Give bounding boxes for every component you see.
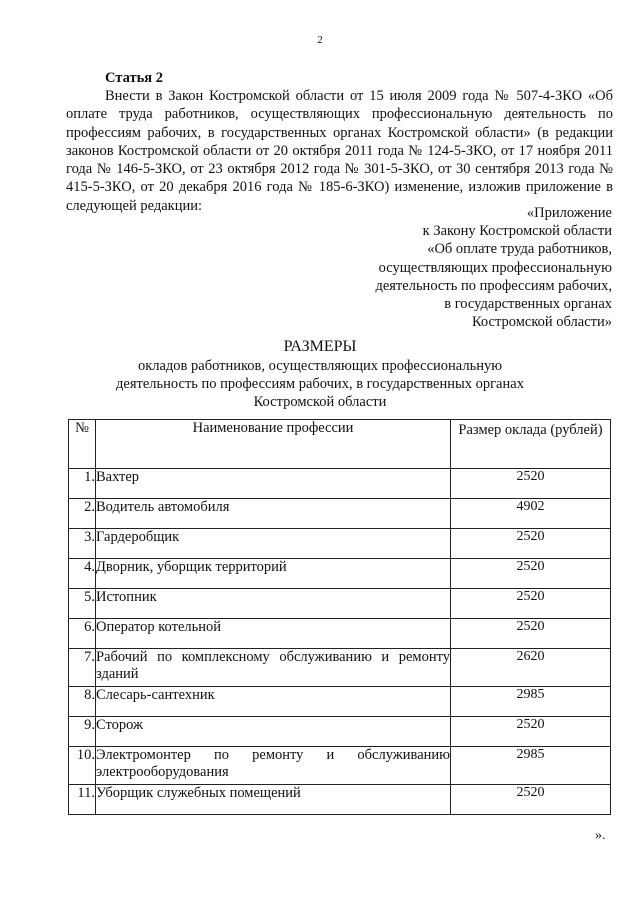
appendix-line: в государственных органах [444,296,612,313]
row-salary: 2520 [451,619,611,649]
row-profession: Слесарь-сантехник [96,687,451,717]
row-salary: 2985 [451,747,611,785]
table-heading: РАЗМЕРЫ [283,338,357,355]
row-number: 11. [69,785,96,815]
row-salary: 2985 [451,687,611,717]
header-profession: Наименование профессии [96,420,451,469]
table-row [69,747,611,785]
table-row [69,499,611,529]
row-number: 7. [69,649,96,687]
header-number: № [69,420,96,469]
row-number: 5. [69,589,96,619]
table-row [69,589,611,619]
salary-table [68,419,611,815]
table-header-row [69,420,611,469]
row-profession: Электромонтер по ремонту и обслуживанию электрооборудования [96,747,451,785]
row-salary: 2520 [451,785,611,815]
appendix-line: к Закону Костромской области [422,223,612,240]
article-body-paragraph: Внести в Закон Костромской области от 15 июля 2009 года № 507-4-ЗКО «Об оплате труда работников, осуществляющих профессиональную деятельность по профессиям рабочих, в государственных органах Костромской области» (в редакции законов Костромской области от 20 октября 2011 года № 124-5-ЗКО, от 17 ноября 2011 года № 146-5-ЗКО, от 23 октября 2012 года № 301-5-ЗКО, от 30 сентября 2013 года № 415-5-ЗКО, от 20 декабря 2016 года № 185-6-ЗКО) изменение, изложив приложение в следующей редакции: [66,88,613,214]
row-profession: Рабочий по комплексному обслуживанию и ремонту зданий [96,649,451,687]
row-number: 6. [69,619,96,649]
row-number: 4. [69,559,96,589]
row-profession: Гардеробщик [96,529,451,559]
table-row [69,649,611,687]
appendix-line: «Об оплате труда работников, [427,241,612,258]
row-number: 3. [69,529,96,559]
row-number: 8. [69,687,96,717]
row-salary: 4902 [451,499,611,529]
table-row [69,619,611,649]
appendix-header [375,204,612,331]
row-profession: Дворник, уборщик территорий [96,559,451,589]
appendix-line: деятельность по профессиям рабочих, [375,277,612,294]
row-profession: Истопник [96,589,451,619]
row-number: 9. [69,717,96,747]
row-profession: Оператор котельной [96,619,451,649]
table-title-block [0,338,640,411]
table-row [69,687,611,717]
page-number: 2 [317,34,323,46]
row-salary: 2520 [451,529,611,559]
row-salary: 2520 [451,469,611,499]
appendix-line: Костромской области» [471,314,612,331]
table-subtitle: окладов работников, осуществляющих профессиональную деятельность по профессиям рабочих, в государственных органах Костромской области [116,358,524,410]
article-title: Статья 2 [105,70,163,86]
table-row [69,559,611,589]
appendix-line: осуществляющих профессиональную [378,259,612,276]
row-profession: Сторож [96,717,451,747]
table-row [69,529,611,559]
row-salary: 2520 [451,717,611,747]
appendix-line: «Приложение [526,205,612,221]
closing-quote-mark: ». [595,828,606,843]
row-number: 1. [69,469,96,499]
row-number: 10. [69,747,96,785]
table-row [69,785,611,815]
row-salary: 2620 [451,649,611,687]
table-row [69,469,611,499]
row-number: 2. [69,499,96,529]
row-profession: Водитель автомобиля [96,499,451,529]
row-salary: 2520 [451,589,611,619]
row-profession: Вахтер [96,469,451,499]
row-profession: Уборщик служебных помещений [96,785,451,815]
row-salary: 2520 [451,559,611,589]
table-row [69,717,611,747]
header-salary: Размер оклада (рублей) [451,420,611,469]
